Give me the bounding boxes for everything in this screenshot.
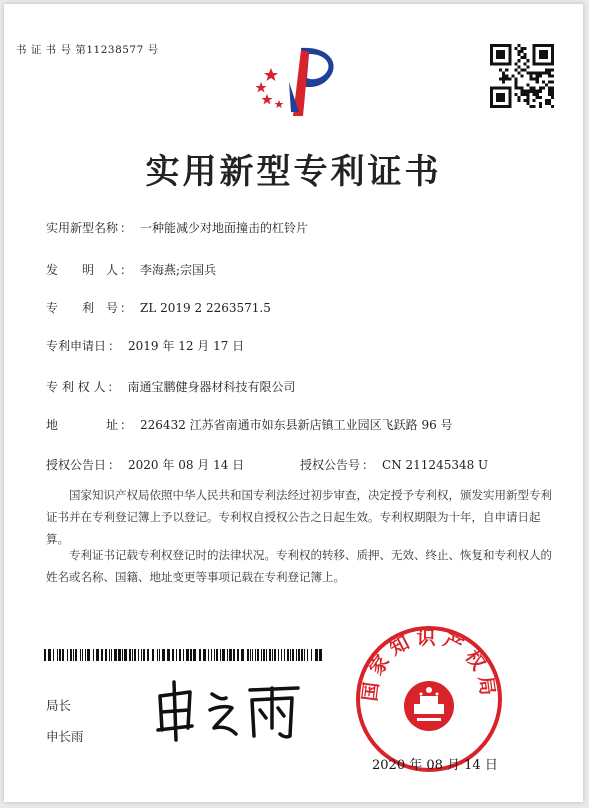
qr-code: [490, 44, 554, 108]
field-label: 发 明 人: [46, 263, 119, 277]
field-application-date: [46, 337, 244, 354]
field-value: ZL 2019 2 2263571.5: [140, 301, 271, 315]
signatory-title: 局长: [46, 698, 72, 713]
field-value: 李海燕;宗国兵: [140, 263, 217, 277]
field-label: 专利申请日: [46, 339, 107, 353]
field-separator: ：: [108, 339, 121, 353]
field-grant-announcement-date: [46, 456, 244, 473]
national-emblem-icon: [404, 681, 454, 731]
barcode: [44, 649, 324, 661]
field-separator: ：: [108, 458, 121, 472]
certificate-number: 书 证 书 号 第11238577 号: [16, 44, 159, 56]
field-label: 专 利 权 人: [46, 380, 106, 394]
field-grant-announcement-number: [300, 456, 488, 473]
field-value: 2019 年 12 月 17 日: [128, 339, 245, 353]
official-seal: [354, 624, 504, 774]
seal-text: 国家知识产权局: [358, 626, 500, 703]
field-label: 专 利 号: [46, 301, 119, 315]
cnipa-logo: [249, 42, 345, 118]
field-label: 地 址: [46, 418, 119, 432]
field-separator: ：: [120, 221, 133, 235]
field-value: 2020 年 08 月 14 日: [128, 458, 245, 472]
body-paragraph-grant: 国家知识产权局依照中华人民共和国专利法经过初步审查，决定授予专利权，颁发实用新型专利证书并在专利登记簿上予以登记。专利权自授权公告之日起生效。专利权期限为十年，自申请日起算。: [46, 488, 552, 546]
signatory-name: 申长雨: [46, 729, 84, 744]
field-inventor: [46, 261, 216, 278]
field-separator: ：: [120, 301, 133, 315]
field-value: CN 211245348 U: [382, 458, 489, 472]
field-patentee: [46, 378, 295, 395]
seal-date: 2020 年 08 月 14 日: [372, 758, 498, 773]
field-separator: ：: [107, 380, 120, 394]
field-label: 授权公告号: [300, 458, 361, 472]
field-value: 226432 江苏省南通市如东县新店镇工业园区飞跃路 96 号: [140, 418, 453, 432]
field-separator: ：: [362, 458, 375, 472]
certificate-title: 实用新型专利证书: [145, 152, 442, 192]
handwritten-signature: [152, 678, 302, 742]
field-separator: ：: [120, 418, 133, 432]
body-paragraph-legal-status: 专利证书记载专利权登记时的法律状况。专利权的转移、质押、无效、终止、恢复和专利权人的姓名或名称、国籍、地址变更等事项记载在专利登记簿上。: [46, 548, 552, 584]
field-value: 一种能减少对地面撞击的杠铃片: [140, 221, 309, 235]
field-patent-number: [46, 299, 271, 316]
field-label: 实用新型名称: [46, 221, 119, 235]
field-utility-model-name: [46, 219, 308, 236]
field-address: [46, 416, 453, 433]
field-separator: ：: [120, 263, 133, 277]
certificate: [4, 4, 583, 802]
field-label: 授权公告日: [46, 458, 107, 472]
field-value: 南通宝鹏健身器材科技有限公司: [127, 380, 296, 394]
